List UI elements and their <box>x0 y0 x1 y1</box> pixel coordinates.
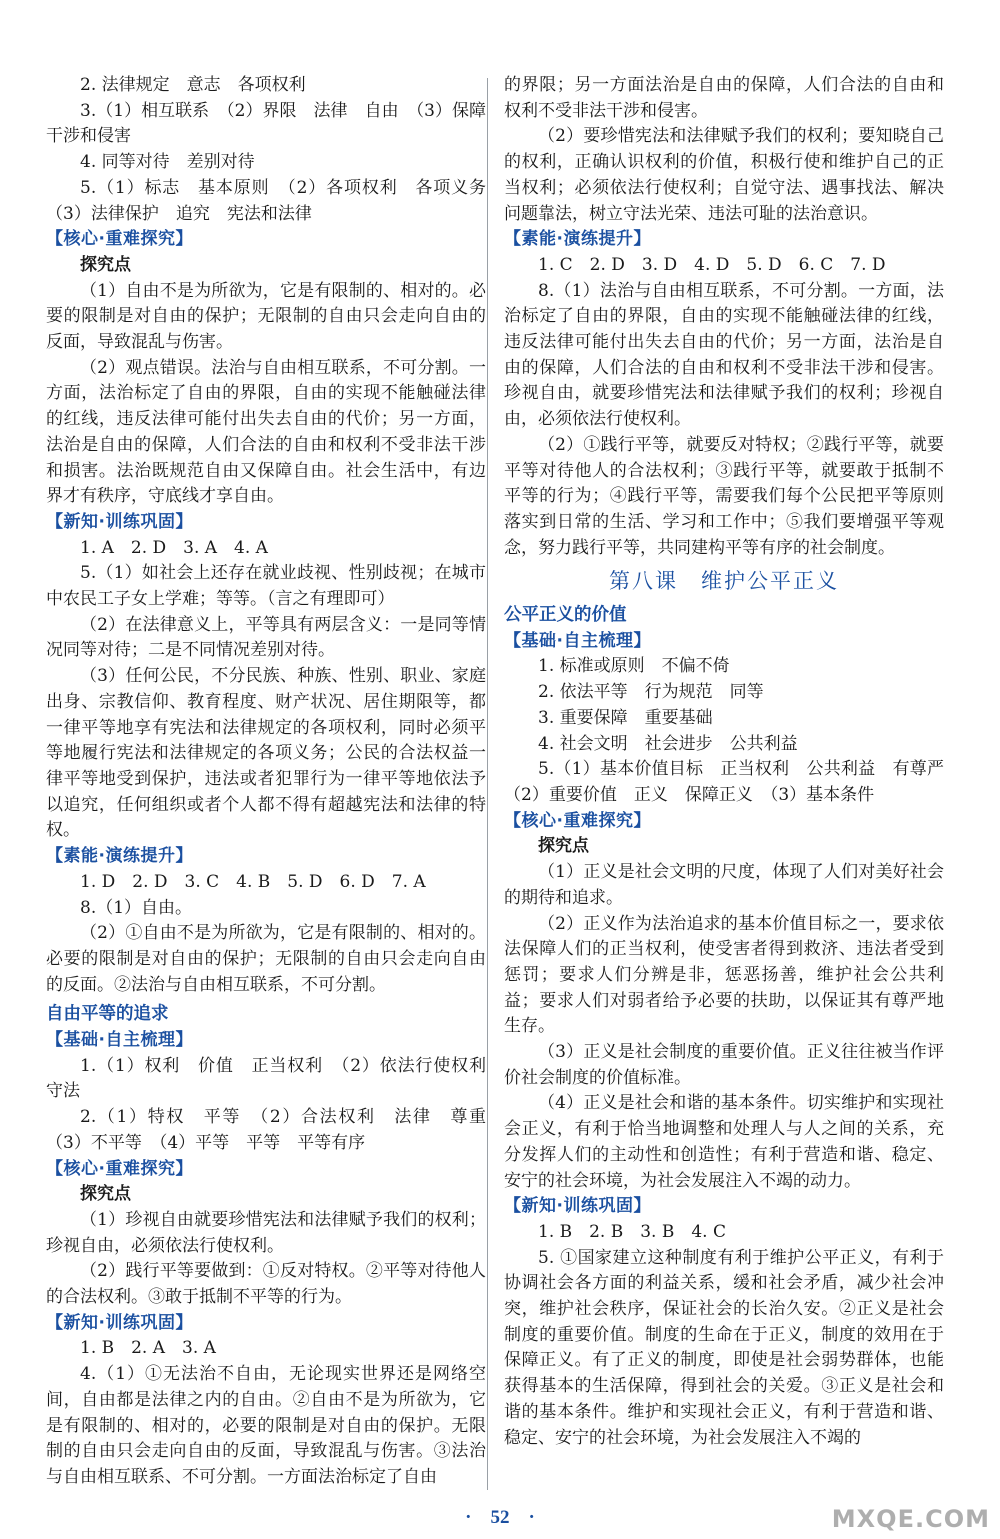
section-heading: 【基础·自主梳理】 <box>504 630 651 651</box>
item: 2.（1）特权 平等 （2）合法权利 法律 尊重 （3）不平等 （4）平等 平等 平等有序 <box>46 1107 503 1153</box>
column-divider <box>487 78 488 1490</box>
subheading: 探究点 <box>80 1184 131 1205</box>
item: （2）①践行平等，就要反对特权；②践行平等，就要平等对待他人的合法权利；③践行平等，就要敢于抵制不平等的行为；④践行平等，需要我们每个公民把平等原则落实到日常的生活、学习和工作中；⑤我们要增强平等观念，努力践行平等，共同建构平等有序的社会制度。 <box>504 434 944 558</box>
item: 3.（1）相互联系 （2）界限 法律 自由 （3）保障干涉和侵害 <box>46 100 486 147</box>
answer-line: 1. C 2. D 3. D 4. D 5. D 6. C 7. D <box>538 254 886 275</box>
item: 4. 社会文明 社会进步 公共利益 <box>538 733 798 754</box>
item: （2）①自由不是为所欲为，它是有限制的、相对的。必要的限制是对自由的保护；无限制的自由只会走向自由的反面。②法治与自由相互联系，不可分割。 <box>46 923 486 995</box>
item: 2. 依法平等 行为规范 同等 <box>538 682 764 703</box>
topic-title: 公平正义的价值 <box>504 605 627 626</box>
answer-line: 1. D 2. D 3. C 4. B 5. D 6. D 7. A <box>80 871 426 892</box>
section-heading: 【核心·重难探究】 <box>46 1158 193 1179</box>
item: 1. 标准或原则 不偏不倚 <box>538 656 730 677</box>
watermark-text: MXQE.COM <box>831 1505 990 1533</box>
item: （2）在法律意义上，平等具有两层含义：一是同等情况同等对待；二是不同情况差别对待。 <box>46 614 486 661</box>
section-heading: 【新知·训练巩固】 <box>504 1196 651 1217</box>
item: 的界限；另一方面法治是自由的保障，人们合法的自由和权利不受非法干涉和侵害。 <box>504 75 944 121</box>
item: 5.（1）如社会上还存在就业歧视、性别歧视；在城市中农民工子女上学难；等等。（言之有理即可） <box>46 563 486 610</box>
item: 1.（1）权利 价值 正当权利 （2）依法行使权利 守法 <box>46 1055 503 1102</box>
item: 5.（1）标志 基本原则 （2）各项权利 各项义务 （3）法律保护 追究 宪法和法律 <box>46 177 503 224</box>
right-column <box>504 73 961 1451</box>
item: （1）正义是社会文明的尺度，体现了人们对美好社会的期待和追求。 <box>504 862 944 908</box>
section-heading: 【素能·演练提升】 <box>46 846 193 867</box>
item: （2）观点错误。法治与自由相互联系，不可分割。一方面，法治标定了自由的界限，自由的实现不能触碰法律的红线，违反法律可能付出失去自由的代价；另一方面，法治是自由的保障，人们合法的自由和权利不受非法干涉和损害。法治既规范自由又保障自由。社会生活中，有边界才有秩序，守底线才享自由。 <box>46 357 486 507</box>
item: （4）正义是社会和谐的基本条件。切实维护和实现社会正义，有利于恰当地调整和处理人与人之间的关系，充分发挥人们的主动性和创造性；有利于营造和谐、稳定、安宁的社会环境，为社会发展注入不竭的动力。 <box>504 1093 944 1191</box>
item: （3）正义是社会制度的重要价值。正义往往被当作评价社会制度的价值标准。 <box>504 1042 944 1088</box>
item: （2）践行平等要做到：①反对特权。②平等对待他人的合法权利。③敢于抵制不平等的行为。 <box>46 1261 486 1308</box>
subheading: 探究点 <box>538 836 589 857</box>
item: （1）珍视自由就要珍惜宪法和法律赋予我们的权利；珍视自由，必须依法行使权利。 <box>46 1209 486 1256</box>
item: 5.（1）基本价值目标 正当权利 公共利益 有尊严 （2）重要价值 正义 保障正义 （3）基本条件 <box>504 759 961 805</box>
section-heading: 【新知·训练巩固】 <box>46 1312 193 1333</box>
dot-left: · <box>465 1507 491 1528</box>
section-heading: 【核心·重难探究】 <box>46 229 193 250</box>
item: （2）要珍惜宪法和法律赋予我们的权利；要知晓自己的权利，正确认识权利的价值，积极行使和维护自己的正当权利；必须依法行使权利；自觉守法、遇事找法、解决问题靠法，树立守法光荣、违法可耻的法治意识。 <box>504 126 944 224</box>
subheading: 探究点 <box>80 254 131 275</box>
item: 4.（1）①无法治不自由，无论现实世界还是网络空间，自由都是法律之内的自由。②自由不是为所欲为，它是有限制的、相对的，必要的限制是对自由的保护。无限制的自由只会走向自由的反面，导致混乱与伤害。③法治与自由相互联系、不可分割。一方面法治标定了自由 <box>46 1364 486 1487</box>
section-heading: 【基础·自主梳理】 <box>46 1030 193 1051</box>
item: 8.（1）自由。 <box>80 897 193 918</box>
answer-line: 1. B 2. A 3. A <box>80 1338 216 1359</box>
section-heading: 【核心·重难探究】 <box>504 810 651 831</box>
item: 5. ①国家建立这种制度有利于维护公平正义，有利于协调社会各方面的利益关系，缓和社会矛盾，减少社会冲突，维护社会秩序，保证社会的长治久安。②正义是社会制度的重要价值。制度的生命在于正义，制度的效用在于保障正义。有了正义的制度，即使是社会弱势群体，也能获得基本的生活保障，得到社会的关爱。③正义是社会和谐的基本条件。维护和实现社会正义，有利于营造和谐、稳定、安宁的社会环境，为社会发展注入不竭的 <box>504 1247 944 1448</box>
item: （1）自由不是为所欲为，它是有限制的、相对的。必要的限制是对自由的保护；无限制的自由只会走向自由的反面，导致混乱与伤害。 <box>46 280 486 353</box>
dot-right: · <box>509 1507 535 1528</box>
page-number-text: 52 <box>490 1507 510 1528</box>
item: 4. 同等对待 差别对待 <box>80 152 255 173</box>
item: 8.（1）法治与自由相互联系，不可分割。一方面，法治标定了自由的界限，自由的实现不能触碰法律的红线，违反法律可能付出失去自由的代价；另一方面，法治是自由的保障，人们合法的自由和权利不受非法干涉和侵害。珍视自由，就要珍惜宪法和法律赋予我们的权利；珍视自由，必须依法行使权利。 <box>504 280 944 430</box>
section-heading: 【新知·训练巩固】 <box>46 511 193 532</box>
chapter-title: 第八课 维护公平正义 <box>609 569 839 594</box>
section-heading: 【素能·演练提升】 <box>504 229 651 250</box>
watermark-logo <box>832 1505 990 1533</box>
topic-title: 自由平等的追求 <box>46 1004 169 1025</box>
item: 3. 重要保障 重要基础 <box>538 707 713 728</box>
answer-line: 1. B 2. B 3. B 4. C <box>538 1221 726 1242</box>
answer-line: 1. A 2. D 3. A 4. A <box>80 537 268 558</box>
item: （2）正义作为法治追求的基本价值目标之一，要求依法保障人们的正当权利，使受害者得到救济、违法者受到惩罚；要求人们分辨是非，惩恶扬善，维护社会公共利益；要求人们对弱者给予必要的扶助，以保证其有尊严地生存。 <box>504 913 944 1037</box>
item: （3）任何公民，不分民族、种族、性别、职业、家庭出身、宗教信仰、教育程度、财产状况、居住期限等，都一律平等地享有宪法和法律规定的各项权利，同时必须平等地履行宪法和法律规定的各项义务；公民的合法权益一律平等地受到保护，违法或者犯罪行为一律平等地依法予以追究，任何组织或者个人都不得有超越宪法和法律的特权。 <box>46 666 486 841</box>
left-column <box>46 73 503 1491</box>
item: 2. 法律规定 意志 各项权利 <box>80 75 306 95</box>
